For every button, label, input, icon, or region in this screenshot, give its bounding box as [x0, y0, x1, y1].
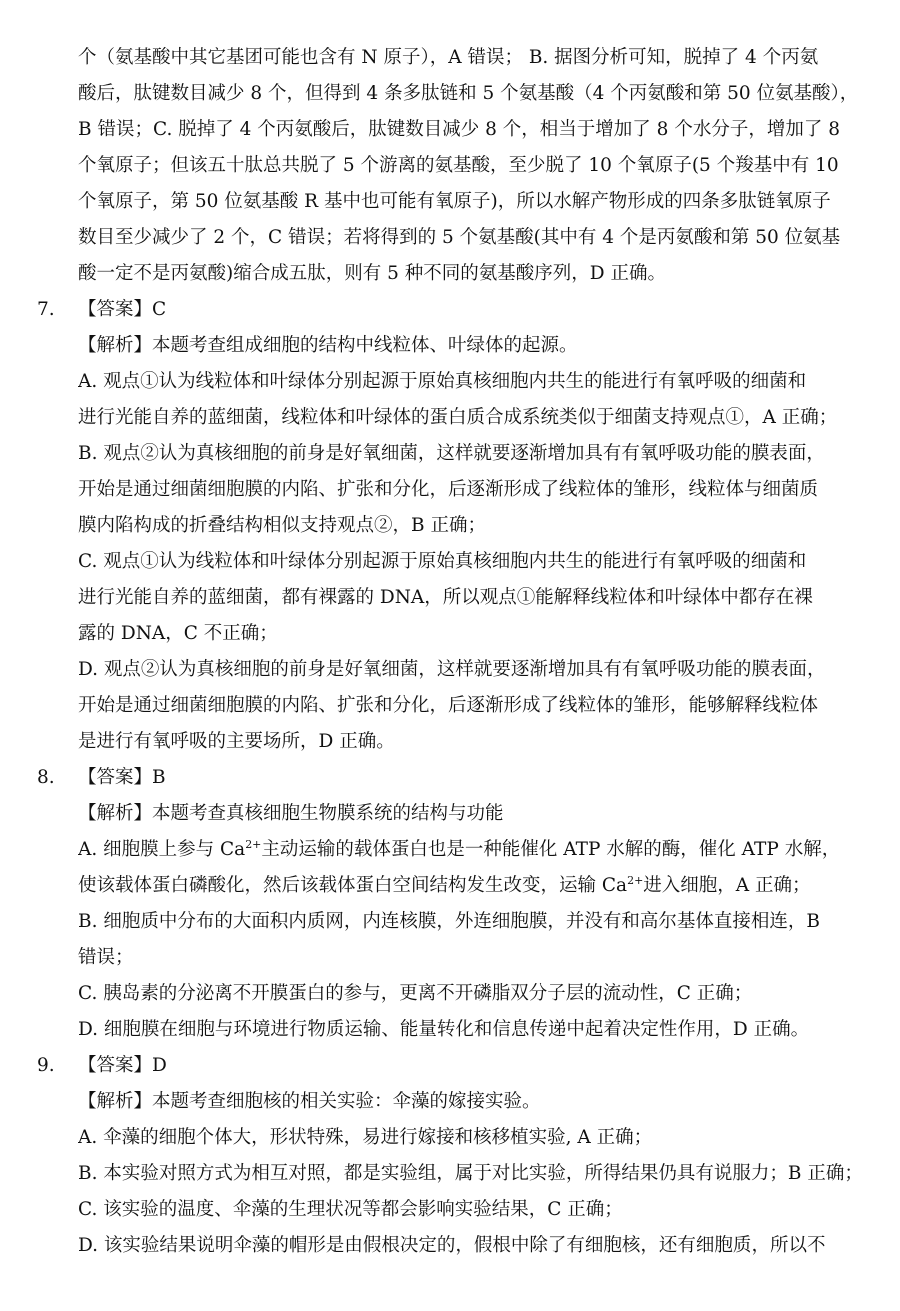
q7-line: 进行光能自养的蓝细菌，线粒体和叶绿体的蛋白质合成系统类似于细菌支持观点①，A 正确；	[78, 407, 838, 428]
q7-answer: 【答案】C	[78, 299, 167, 320]
q9-answer: 【答案】D	[78, 1055, 167, 1076]
q9-line: A. 伞藻的细胞个体大，形状特殊，易进行嫁接和核移植实验, A 正确；	[78, 1127, 653, 1148]
q9-line: C. 该实验的温度、伞藻的生理状况等都会影响实验结果，C 正确；	[78, 1199, 623, 1220]
q8-a2-text2: 进入细胞，A 正确；	[643, 875, 811, 896]
q7-line: 露的 DNA，C 不正确；	[78, 623, 278, 644]
q7-line: 是进行有氧呼吸的主要场所，D 正确。	[78, 731, 395, 752]
q8-line: 错误；	[78, 947, 134, 968]
q7-line: 开始是通过细菌细胞膜的内陷、扩张和分化，后逐渐形成了线粒体的雏形，线粒体与细菌质	[78, 479, 819, 500]
q8-answer: 【答案】B	[78, 767, 166, 788]
q8-line-a2	[78, 869, 878, 903]
q8-line: D. 细胞膜在细胞与环境进行物质运输、能量转化和信息传递中起着决定性作用，D 正确。	[78, 1019, 810, 1040]
q7-line: 膜内陷构成的折叠结构相似支持观点②，B 正确；	[78, 515, 486, 536]
q9-number: 9.	[37, 1055, 55, 1076]
q8-a2-text: 使该载体蛋白磷酸化，然后该载体蛋白空间结构发生改变，运输 Ca	[78, 875, 628, 896]
q6-line: 个氧原子，第 50 位氨基酸 R 基中也可能有氧原子)，所以水解产物形成的四条多肽链氧原子	[78, 191, 831, 212]
q8-line: B. 细胞质中分布的大面积内质网，内连核膜，外连细胞膜，并没有和高尔基体直接相连，B	[78, 911, 820, 932]
q6-line: 个氧原子；但该五十肽总共脱了 5 个游离的氨基酸，至少脱了 10 个氧原子(5 个羧基中有 10	[78, 155, 839, 176]
q9-line: D. 该实验结果说明伞藻的帽形是由假根决定的，假根中除了有细胞核，还有细胞质，所以不	[78, 1235, 826, 1256]
q7-number: 7.	[37, 299, 55, 320]
q6-line: 酸一定不是丙氨酸)缩合成五肽，则有 5 种不同的氨基酸序列，D 正确。	[78, 263, 666, 284]
q8-a2-sup: 2+	[627, 874, 644, 887]
q9-line: 【解析】本题考查细胞核的相关实验：伞藻的嫁接实验。	[78, 1091, 541, 1112]
q7-line: 开始是通过细菌细胞膜的内陷、扩张和分化，后逐渐形成了线粒体的雏形，能够解释线粒体	[78, 695, 819, 716]
q7-line: A. 观点①认为线粒体和叶绿体分别起源于原始真核细胞内共生的能进行有氧呼吸的细菌和	[78, 371, 807, 392]
q8-a1-sup: 2+	[245, 838, 262, 851]
q7-line: 进行光能自养的蓝细菌，都有裸露的 DNA，所以观点①能解释线粒体和叶绿体中都存在裸	[78, 587, 813, 608]
q8-a1-text: A. 细胞膜上参与 Ca	[78, 839, 246, 860]
q7-line: C. 观点①认为线粒体和叶绿体分别起源于原始真核细胞内共生的能进行有氧呼吸的细菌和	[78, 551, 807, 572]
q6-line: 个（氨基酸中其它基团可能也含有 N 原子），A 错误； B. 据图分析可知，脱掉了 4 个丙氨	[78, 47, 819, 68]
q8-line-a1	[78, 833, 878, 867]
q8-analysis: 【解析】本题考查真核细胞生物膜系统的结构与功能	[78, 803, 504, 824]
q6-line: 酸后，肽键数目减少 8 个，但得到 4 条多肽链和 5 个氨基酸（4 个丙氨酸和第 50 位氨基酸），	[78, 83, 859, 104]
q7-line: B. 观点②认为真核细胞的前身是好氧细菌，这样就要逐渐增加具有有氧呼吸功能的膜表面，	[78, 443, 825, 464]
q8-number: 8.	[37, 767, 55, 788]
q7-line: 【解析】本题考查组成细胞的结构中线粒体、叶绿体的起源。	[78, 335, 578, 356]
q9-line: B. 本实验对照方式为相互对照，都是实验组，属于对比实验，所得结果仍具有说服力；B 正确；	[78, 1163, 863, 1184]
q8-a1-text2: 主动运输的载体蛋白也是一种能催化 ATP 水解的酶，催化 ATP 水解，	[261, 839, 841, 860]
q6-line: 数目至少减少了 2 个，C 错误；若将得到的 5 个氨基酸(其中有 4 个是丙氨酸和第 50 位氨基	[78, 227, 841, 248]
q8-line: C. 胰岛素的分泌离不开膜蛋白的参与，更离不开磷脂双分子层的流动性，C 正确；	[78, 983, 753, 1004]
q6-line: B 错误；C. 脱掉了 4 个丙氨酸后，肽键数目减少 8 个，相当于增加了 8 个水分子，增加了 8	[78, 119, 840, 140]
q7-line: D. 观点②认为真核细胞的前身是好氧细菌，这样就要逐渐增加具有有氧呼吸功能的膜表面，	[78, 659, 826, 680]
